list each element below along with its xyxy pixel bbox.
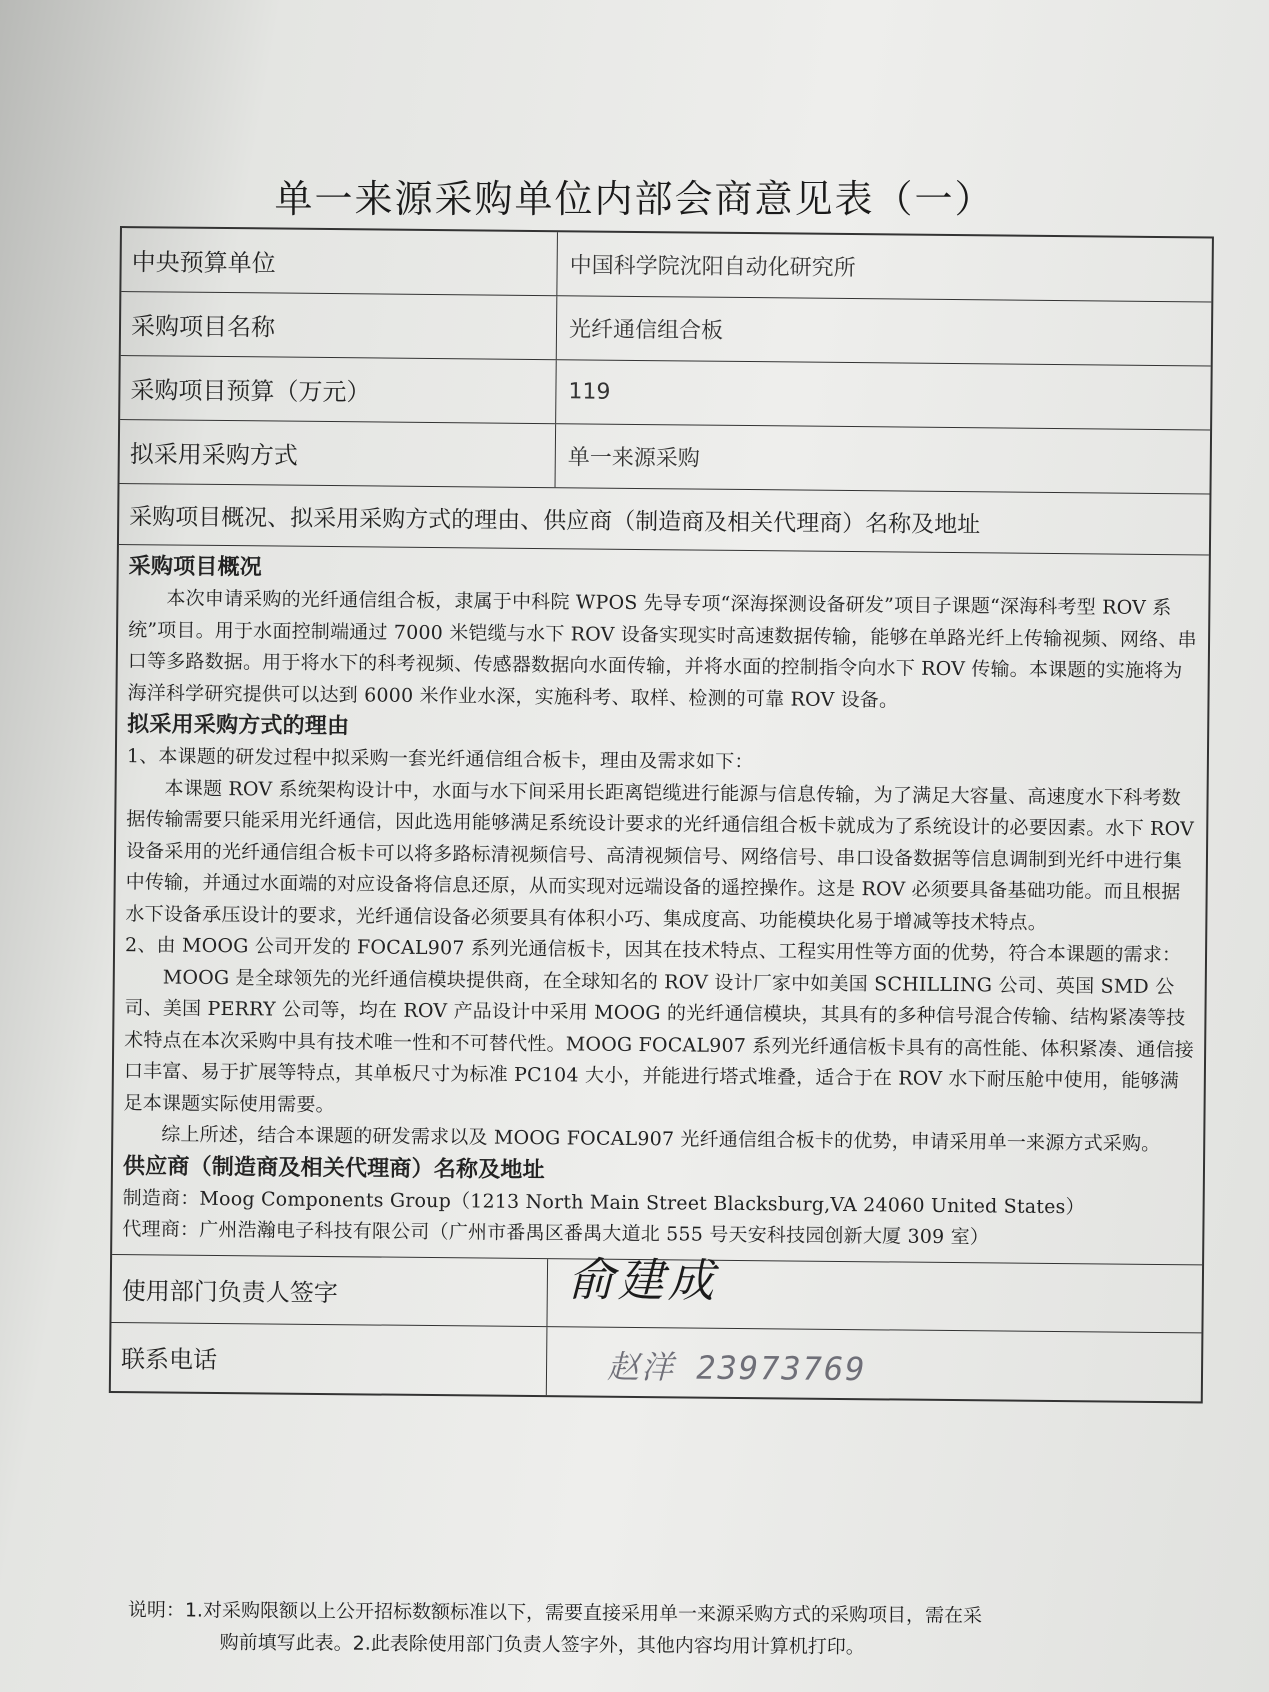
overview-heading: 采购项目概况: [128, 554, 263, 581]
summary-header: 采购项目概况、拟采用采购方式的理由、供应商（制造商及相关代理商）名称及地址: [129, 503, 981, 538]
summary-body: [112, 545, 1209, 1264]
phone-cell: [547, 1327, 1202, 1401]
row-procurement-method: [120, 420, 1211, 494]
document-title: 单一来源采购单位内部会商意见表（一）: [274, 177, 995, 221]
value-budget-unit: 中国科学院沈阳自动化研究所: [569, 253, 856, 282]
reason-item-1: 1、本课题的研发过程中拟采购一套光纤通信组合板卡，理由及需求如下：: [126, 745, 754, 774]
footnote-line-2: 购前填写此表。2.此表除使用部门负责人签字外，其他内容均用计算机打印。: [219, 1631, 865, 1659]
row-signature: [111, 1251, 1202, 1332]
footnote-line-1: 说明：1.对采购限额以上公开招标数额标准以下，需要直接采用单一来源采购方式的采购项目，需在采: [127, 1598, 983, 1627]
handwritten-phone: 赵洋 23973769: [606, 1347, 867, 1388]
label-procurement-method: 拟采用采购方式: [120, 420, 557, 487]
label-phone: 联系电话: [111, 1322, 548, 1394]
value-project-name: 光纤通信组合板: [568, 317, 724, 344]
reason-heading: 拟采用采购方式的理由: [127, 712, 350, 740]
row-summary-body: [112, 545, 1209, 1265]
row-project-name: [121, 292, 1212, 366]
reason-paragraph-3: 综上所述，结合本课题的研发需求以及 MOOG FOCAL907 光纤通信组合板卡的优势，申请采用单一来源方式采购。: [161, 1123, 1161, 1156]
row-project-budget: [120, 356, 1211, 430]
footnote: [128, 1594, 1208, 1666]
label-budget-unit: 中央预算单位: [121, 228, 558, 295]
label-signature: 使用部门负责人签字: [111, 1254, 548, 1325]
label-project-budget: 采购项目预算（万元）: [120, 356, 557, 423]
overview-text: 本次申请采购的光纤通信组合板，隶属于中科院 WPOS 先导专项“深海探测设备研发”项目子课题“深海科考型 ROV 系统”项目。用于水面控制端通过 7000 米铠缆与水下 ROV 设备实现实时高速数据传输，能够在单路光纤上传输视频、网络、串口等多路数据。用于将水下的科考视频、传感器数据向水面传输，并将水面的控制指令向水下 ROV 传输。本课题的实施将为海洋科学研究提供可以达到 6000 米作业水深，实施科考、取样、检测的可靠 ROV 设备。: [127, 587, 1197, 711]
supplier-agent: 代理商：广州浩瀚电子科技有限公司（广州市番禺区番禺大道北 555 号天安科技园创新大厦 309 室）: [122, 1218, 990, 1249]
signature-cell: [547, 1251, 1202, 1332]
reason-paragraph-2: MOOG 是全球领先的光纤通信模块提供商，在全球知名的 ROV 设计厂家中如美国 SCHILLING 公司、英国 SMD 公司、美国 PERRY 公司等，均在 ROV 产品设计中采用 MOOG 的光纤通信模块，其具有的多种信号混合传输、结构紧凑等技术特点在本次采购中具有技术唯一性和不可替代性。MOOG FOCAL907 系列光纤通信板卡具有的高性能、体积紧凑、通信接口丰富、易于扩展等特点，其单板尺寸为标准 PC104 大小，并能进行塔式堆叠，适合于在 ROV 水下耐压舱中使用，能够满足本课题实际使用需要。: [123, 965, 1195, 1116]
row-phone: [111, 1322, 1202, 1400]
reason-paragraph-1: 本课题 ROV 系统架构设计中，水面与水下间采用长距离铠缆进行能源与信息传输，为了满足大容量、高速度水下科考数据传输需要只能采用光纤通信，因此选用能够满足系统设计要求的光纤通信组合板卡就成为了系统设计的必要因素。水下 ROV 设备采用的光纤通信组合板卡可以将多路标清视频信号、高清视频信号、网络信号、串口设备数据等信息调制到光纤中进行集中传输，并通过水面端的对应设备将信息还原，从而实现对远端设备的遥控操作。这是 ROV 必须要具备基础功能。而且根据水下设备承压设计的要求，光纤通信设备必须要具有体积小巧、集成度高、功能模块化易于增减等技术特点。: [125, 776, 1195, 934]
row-budget-unit: [121, 228, 1212, 302]
label-project-name: 采购项目名称: [121, 292, 558, 359]
row-summary-header: [119, 484, 1210, 555]
handwritten-signature: 俞建成: [567, 1251, 719, 1308]
supplier-manufacturer: 制造商：Moog Components Group（1213 North Main Street Blacksburg,VA 24060 United States）: [122, 1186, 1085, 1218]
consultation-form-table: [109, 226, 1214, 1403]
reason-item-2: 2、由 MOOG 公司开发的 FOCAL907 系列光通信板卡，因其在技术特点、工程实用性等方面的优势，符合本课题的需求：: [124, 934, 1182, 967]
value-procurement-method: 单一来源采购: [567, 445, 700, 472]
supplier-heading: 供应商（制造商及相关代理商）名称及地址: [122, 1153, 545, 1183]
value-project-budget: 119: [568, 379, 611, 405]
